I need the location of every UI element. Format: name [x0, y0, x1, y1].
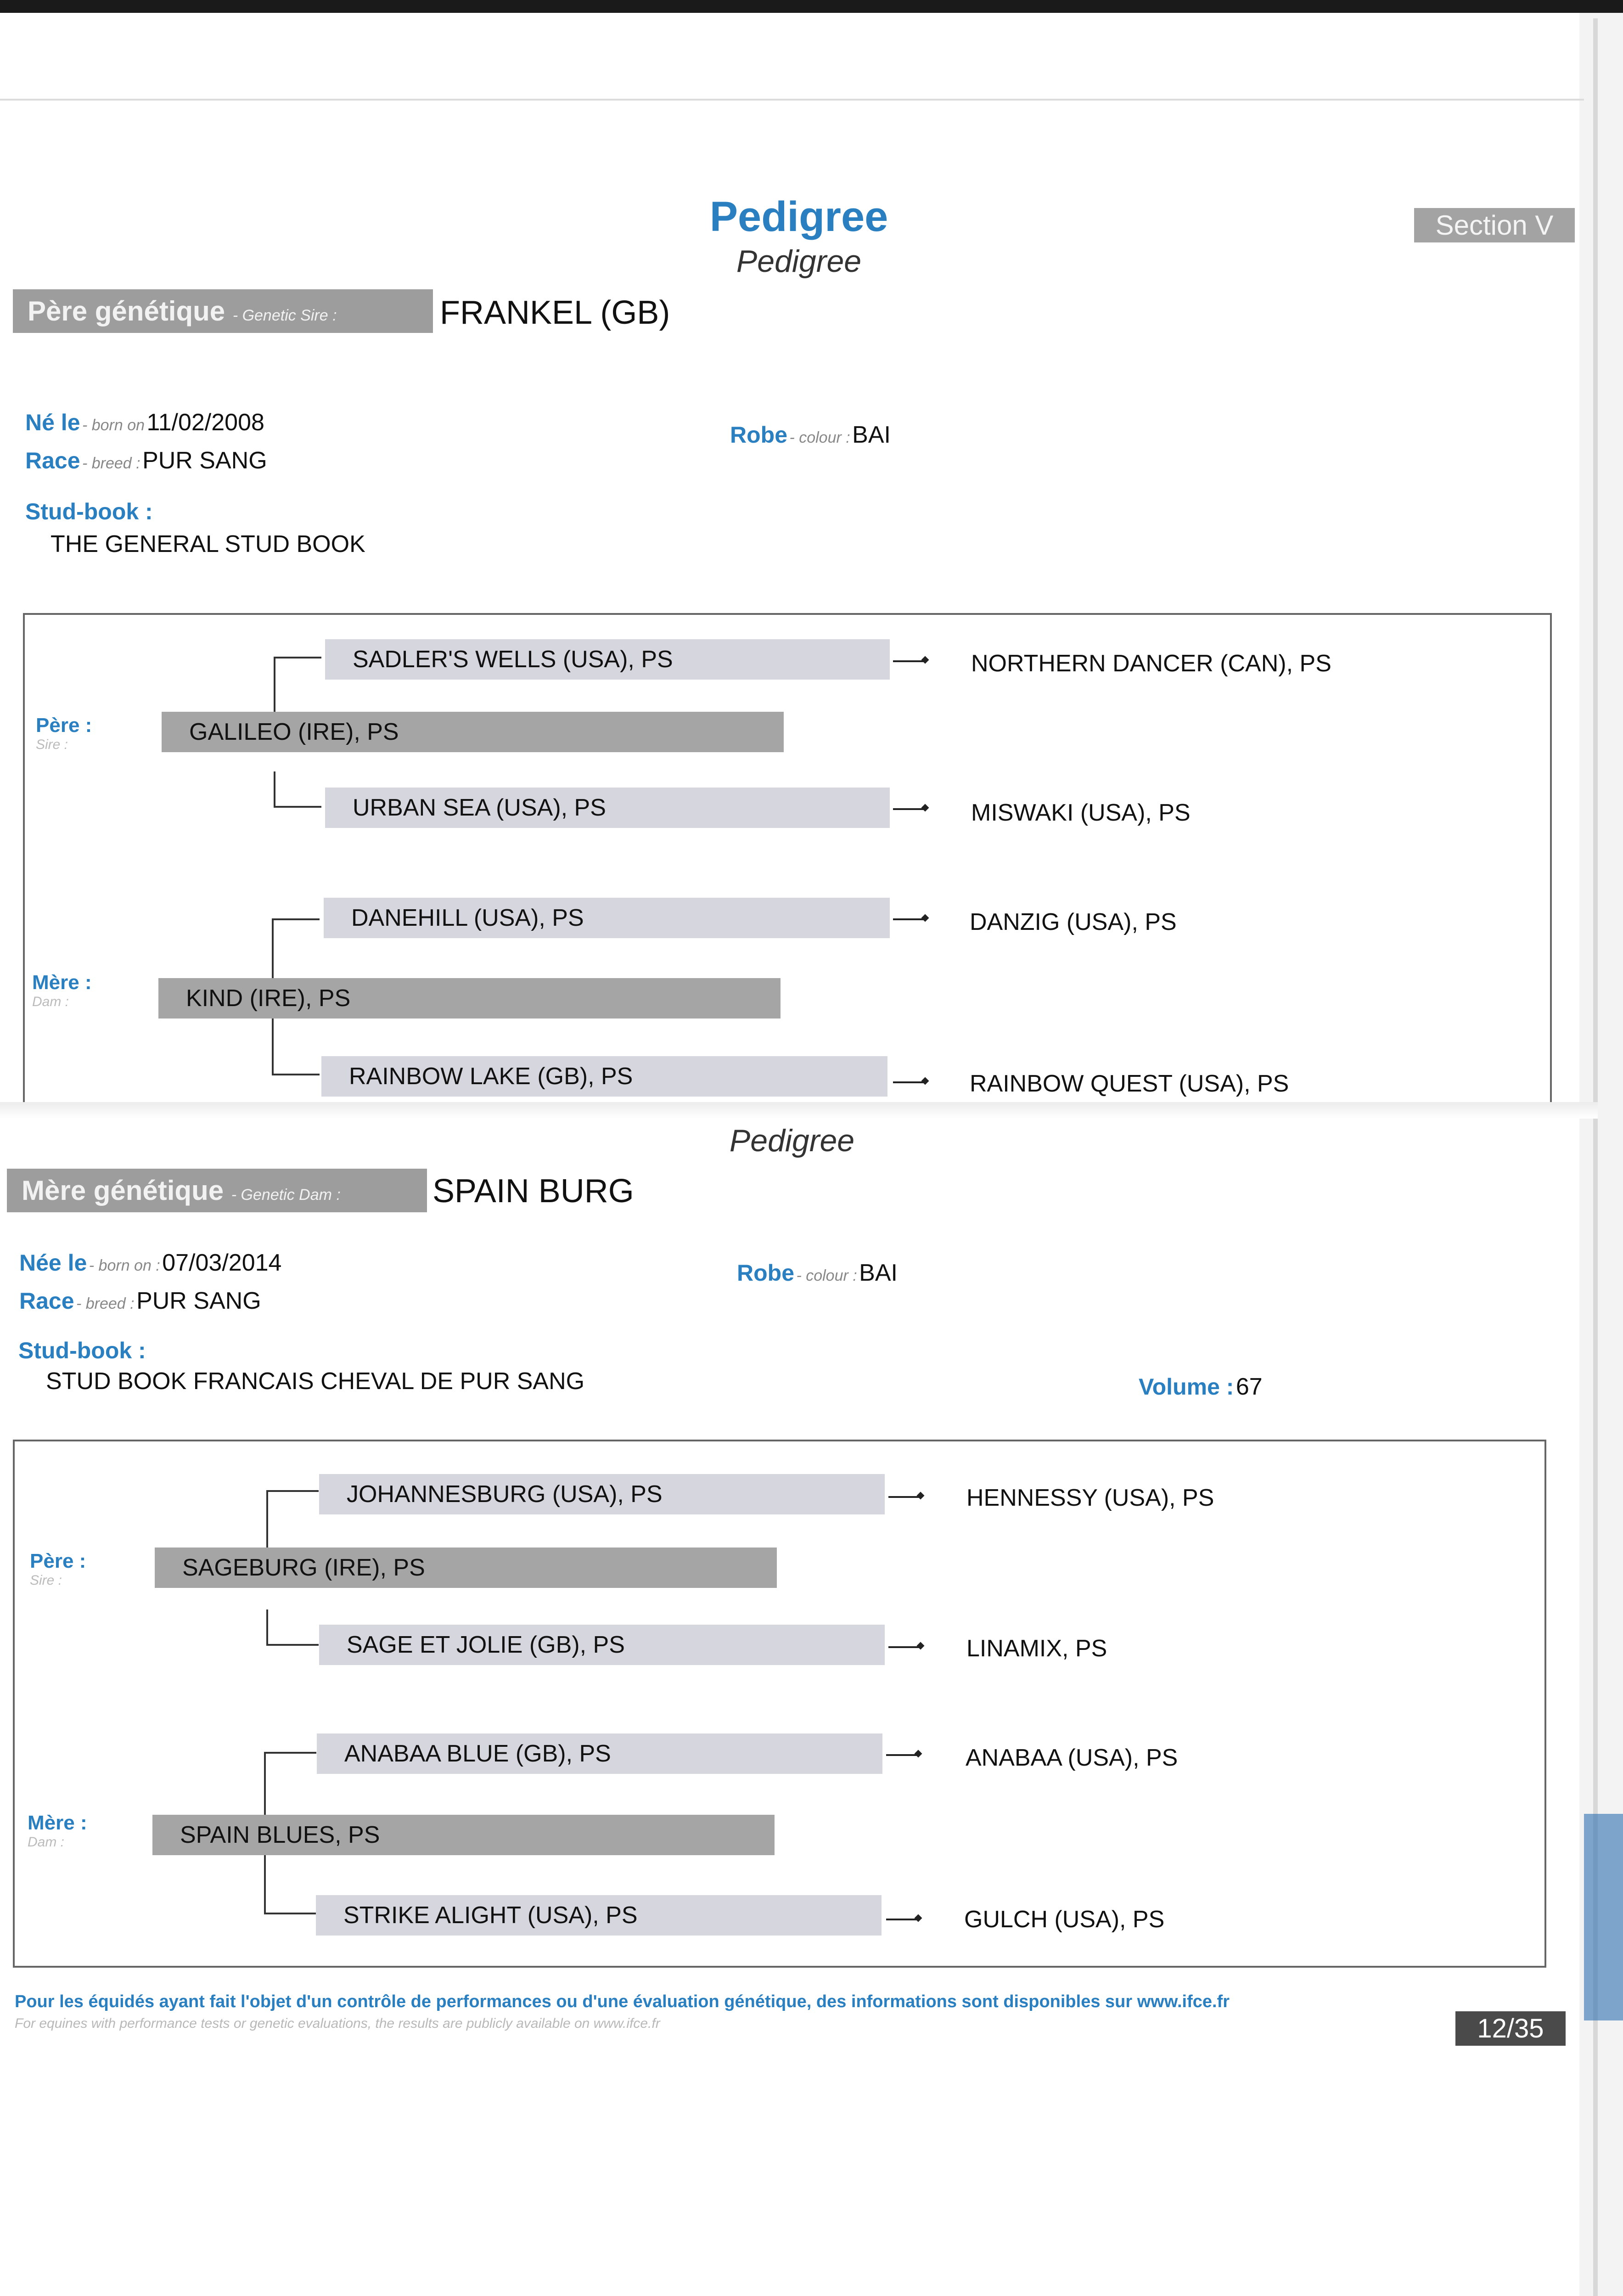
mere-label-en: Dam : [32, 994, 69, 1009]
sire-mere-label-group [32, 971, 92, 1010]
dam-born-row [19, 1249, 281, 1277]
sire-race-row [25, 447, 267, 474]
connector [274, 771, 321, 808]
dam-race-row [19, 1287, 261, 1315]
arrow-icon [886, 1754, 918, 1756]
connector [274, 657, 321, 714]
genetic-sire-tag [13, 289, 433, 333]
pedigree-sire-sire: SADLER'S WELLS (USA), PS [325, 639, 890, 680]
sire-pere-label-group [36, 714, 92, 753]
pedigree-sire: GALILEO (IRE), PS [162, 712, 784, 752]
studbook-label: Stud-book : [18, 1338, 146, 1363]
pedigree-sire-sire-sire: NORTHERN DANCER (CAN), PS [971, 650, 1331, 677]
born-label: Né le [25, 410, 80, 435]
page-number: 12/35 [1455, 2011, 1566, 2046]
born-value: 11/02/2008 [146, 409, 264, 436]
studbook-value: STUD BOOK FRANCAIS CHEVAL DE PUR SANG [46, 1368, 585, 1395]
connector [264, 1752, 316, 1816]
genetic-dam-label-en: - Genetic Dam : [231, 1186, 341, 1204]
footer-note-fr: Pour les équidés ayant fait l'objet d'un contrôle de performances ou d'une évaluation génétique, des informations sont disponibles sur www.ifce.fr [15, 1992, 1230, 2011]
pedigree-dam-dam: STRIKE ALIGHT (USA), PS [316, 1895, 882, 1936]
arrow-icon [886, 1919, 918, 1920]
studbook-value: THE GENERAL STUD BOOK [51, 531, 365, 557]
arrow-icon [893, 1081, 925, 1083]
genetic-dam-label: Mère génétique [22, 1175, 224, 1206]
mere-label: Mère : [28, 1812, 87, 1834]
page-edge-line [0, 99, 1584, 101]
pedigree-dam-sire-sire: DANZIG (USA), PS [970, 909, 1177, 935]
scan-cover-edge [1584, 1814, 1623, 2020]
pere-label-en: Sire : [36, 737, 68, 752]
dam-pere-label-group [30, 1550, 86, 1588]
robe-label-en: - colour : [789, 429, 850, 446]
pedigree-dam-dam: RAINBOW LAKE (GB), PS [321, 1056, 887, 1097]
genetic-dam-name: SPAIN BURG [432, 1173, 634, 1210]
genetic-sire-name: FRANKEL (GB) [440, 294, 670, 331]
sire-robe-row [730, 421, 891, 449]
mere-label: Mère : [32, 971, 92, 994]
genetic-sire-label-en: - Genetic Sire : [232, 307, 337, 324]
race-value: PUR SANG [136, 1288, 261, 1314]
genetic-dam-tag [7, 1169, 427, 1212]
sire-born-row [25, 409, 264, 436]
pedigree-dam-sire-sire: ANABAA (USA), PS [966, 1745, 1178, 1771]
pedigree-dam: KIND (IRE), PS [158, 978, 781, 1019]
connector [264, 1855, 316, 1914]
volume-value: 67 [1236, 1373, 1263, 1400]
volume-row [1139, 1373, 1263, 1401]
pedigree-sire-sire: JOHANNESBURG (USA), PS [319, 1474, 885, 1514]
arrow-icon [893, 808, 925, 810]
connector [272, 918, 320, 980]
arrow-icon [888, 1496, 921, 1498]
robe-label: Robe [737, 1260, 794, 1286]
pedigree-sire-dam-sire: MISWAKI (USA), PS [971, 799, 1191, 826]
section-badge: Section V [1414, 208, 1575, 242]
pere-label-en: Sire : [30, 1573, 62, 1588]
pedigree-dam-dam-sire: GULCH (USA), PS [964, 1906, 1165, 1933]
dam-page-subtitle: Pedigree [729, 1123, 855, 1158]
born-value: 07/03/2014 [162, 1249, 282, 1276]
connector [266, 1609, 319, 1646]
pedigree-sire-sire-sire: HENNESSY (USA), PS [966, 1485, 1214, 1511]
pere-label: Père : [30, 1550, 86, 1572]
born-label-en: - born on : [89, 1257, 160, 1274]
pedigree-dam-dam-sire: RAINBOW QUEST (USA), PS [970, 1070, 1289, 1097]
arrow-icon [893, 918, 925, 920]
page-subtitle: Pedigree [736, 244, 862, 279]
born-label: Née le [19, 1250, 87, 1276]
dam-robe-row [737, 1259, 898, 1287]
robe-value: BAI [859, 1260, 898, 1286]
sire-pedigree-box [23, 613, 1552, 1109]
pedigree-dam-sire: DANEHILL (USA), PS [324, 898, 890, 938]
dam-mere-label-group [28, 1812, 87, 1850]
pedigree-sire-dam: SAGE ET JOLIE (GB), PS [319, 1625, 885, 1665]
connector [272, 1019, 320, 1075]
page-title: Pedigree [709, 193, 888, 240]
robe-label-en: - colour : [796, 1267, 857, 1284]
pedigree-dam: SPAIN BLUES, PS [152, 1815, 775, 1855]
genetic-sire-label: Père génétique [28, 296, 225, 326]
connector [266, 1490, 319, 1549]
volume-label: Volume : [1139, 1374, 1234, 1400]
robe-value: BAI [852, 422, 891, 448]
scan-border-top [0, 0, 1623, 13]
footer-note-en: For equines with performance tests or genetic evaluations, the results are publicly available on www.ifce.fr [15, 2016, 660, 2031]
dam-pedigree-box [13, 1440, 1546, 1968]
race-label: Race [19, 1288, 74, 1314]
mere-label-en: Dam : [28, 1835, 65, 1850]
pedigree-sire-dam-sire: LINAMIX, PS [966, 1635, 1107, 1662]
race-label: Race [25, 448, 80, 473]
robe-label: Robe [730, 422, 787, 448]
pedigree-sire: SAGEBURG (IRE), PS [155, 1548, 777, 1588]
pedigree-dam-sire: ANABAA BLUE (GB), PS [317, 1733, 882, 1774]
race-label-en: - breed : [82, 455, 140, 472]
arrow-icon [893, 660, 925, 662]
page-fold [0, 1102, 1598, 1119]
pere-label: Père : [36, 714, 92, 737]
arrow-icon [888, 1646, 921, 1648]
race-value: PUR SANG [142, 447, 267, 474]
pedigree-sire-dam: URBAN SEA (USA), PS [325, 788, 890, 828]
studbook-label: Stud-book : [25, 499, 153, 524]
born-label-en: - born on [82, 416, 145, 434]
race-label-en: - breed : [76, 1295, 135, 1312]
